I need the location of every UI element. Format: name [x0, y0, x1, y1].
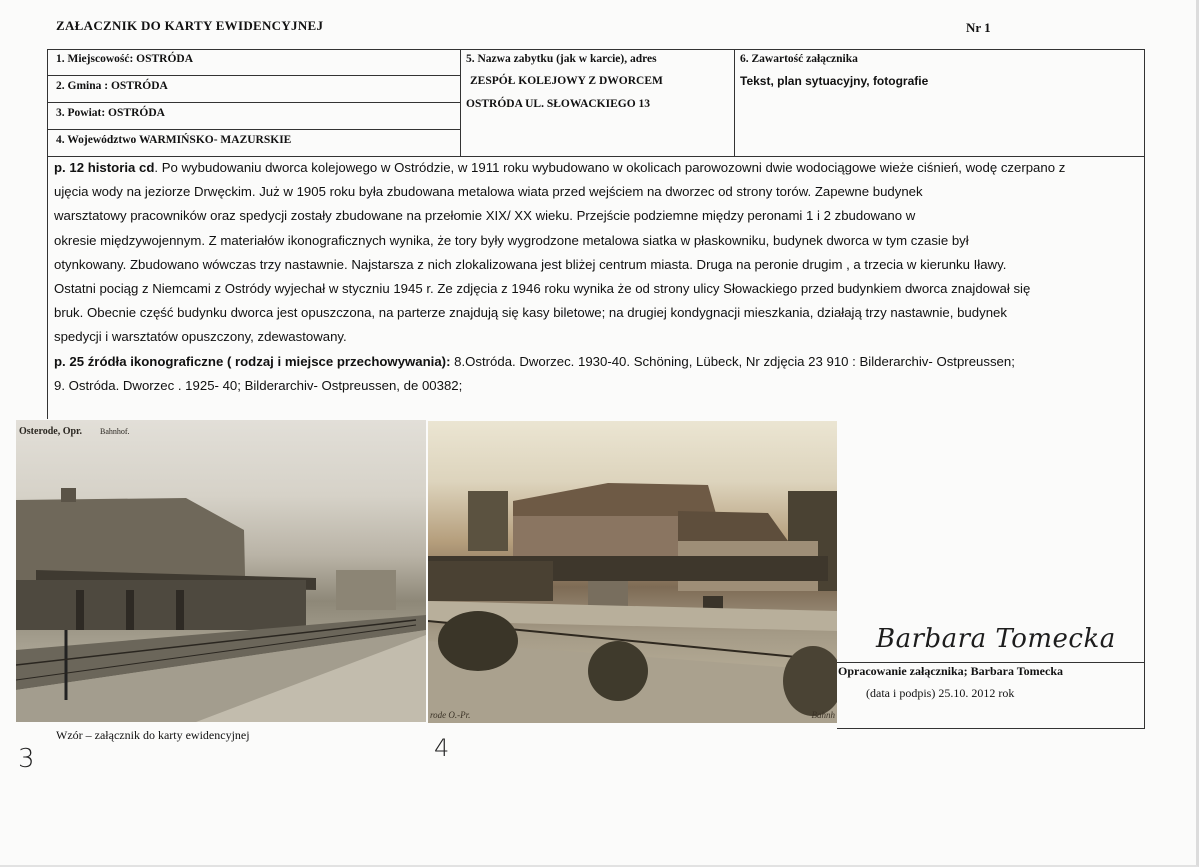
field-gmina: 2. Gmina : OSTRÓDA	[56, 80, 168, 92]
handwritten-page-mark: 4	[434, 734, 450, 762]
handwritten-page-mark: 3	[18, 744, 35, 774]
photo-caption: Osterode, Opr.	[19, 426, 83, 437]
template-note: Wzór – załącznik do karty ewidencyjnej	[56, 728, 250, 742]
document-number: Nr 1	[966, 20, 991, 35]
date-and-signature: (data i podpis) 25.10. 2012 rok	[866, 686, 1015, 700]
document-title: ZAŁACZNIK DO KARTY EWIDENCYJNEJ	[56, 18, 324, 33]
text-line: warsztatowy pracowników oraz spedycji zostały zbudowane na przełomie XIX/ XX wieku. Przejście podziemne między peronami 1 i 2 zbudowano w	[54, 208, 916, 224]
section-heading-history: p. 12 historia cd	[54, 160, 155, 175]
text-line: 8.Ostróda. Dworzec. 1930-40. Schöning, Lübeck, Nr zdjęcia 23 910 : Bilderarchiv- Ostpreussen;	[450, 353, 1015, 369]
handwritten-signature: Barbara Tomecka	[876, 624, 1116, 654]
historic-photo-station-platform	[16, 420, 426, 722]
text-line: spedycji i warsztatów opuszczony, zdewastowany.	[54, 329, 347, 345]
section-heading-sources: p. 25 źródła ikonograficzne ( rodzaj i miejsce przechowywania):	[54, 353, 451, 369]
text-line: okresie międzywojennym. Z materiałów ikonograficznych wynika, że tory były wygrodzone metalowa siatka w płaskowniku, budynek dworca w tym czasie był	[54, 232, 969, 248]
field-zawartosc-value: Tekst, plan sytuacyjny, fotografie	[740, 74, 929, 88]
photo-caption-small: Bahnhof.	[100, 427, 130, 436]
field-nazwa-line1: ZESPÓŁ KOLEJOWY Z DWORCEM	[470, 75, 663, 87]
text-line: . Po wybudowaniu dworca kolejowego w Ostródzie, w 1911 roku wybudowano w okolicach parowozowni dwie wodociągowe wieże ciśnień, wodę czerpano z	[154, 160, 1066, 175]
text-line: otynkowany. Zbudowano wówczas trzy nastawnie. Najstarsza z nich zlokalizowana jest bliżej centrum miasta. Druga na peronie drugim , a trzecia w kierunku Iławy.	[54, 256, 1007, 272]
text-line: bruk. Obecnie część budynku dworca jest opuszczona, na parterze znajdują się kasy biletowe; na drugiej kondygnacji mieszkania, działają trzy nastawnie, budynek	[54, 305, 1007, 321]
history-text	[54, 156, 1144, 398]
field-miejscowosc: 1. Miejscowość: OSTRÓDA	[56, 53, 194, 65]
historic-photo-station-building	[428, 421, 837, 723]
text-line: 9. Ostróda. Dworzec . 1925- 40; Bilderarchiv- Ostpreussen, de 00382;	[54, 377, 463, 393]
field-wojewodztwo: 4. Województwo WARMIŃSKO- MAZURSKIE	[56, 134, 292, 146]
text-line: ujęcia wody na jeziorze Drwęckim. Już w 1905 roku była zbudowana metalowa wiata przed wejściem na dworzec od strony torów. Zapewne budynek	[54, 184, 923, 200]
field-nazwa-line2: OSTRÓDA UL. SŁOWACKIEGO 13	[466, 98, 651, 110]
photo-caption: Bahnh	[811, 710, 835, 720]
prepared-by: Opracowanie załącznika; Barbara Tomecka	[838, 664, 1063, 678]
photo-caption: rode O.-Pr.	[430, 710, 471, 720]
field-zawartosc-label: 6. Zawartość załącznika	[740, 53, 858, 65]
field-nazwa-label: 5. Nazwa zabytku (jak w karcie), adres	[466, 53, 657, 65]
field-powiat: 3. Powiat: OSTRÓDA	[56, 107, 165, 119]
text-line: Ostatni pociąg z Niemcami z Ostródy wyjechał w styczniu 1945 r. Ze zdjęcia z 1946 roku wynika że od strony ulicy Słowackiego przed budynkiem dworca znajdował się	[54, 281, 1031, 297]
